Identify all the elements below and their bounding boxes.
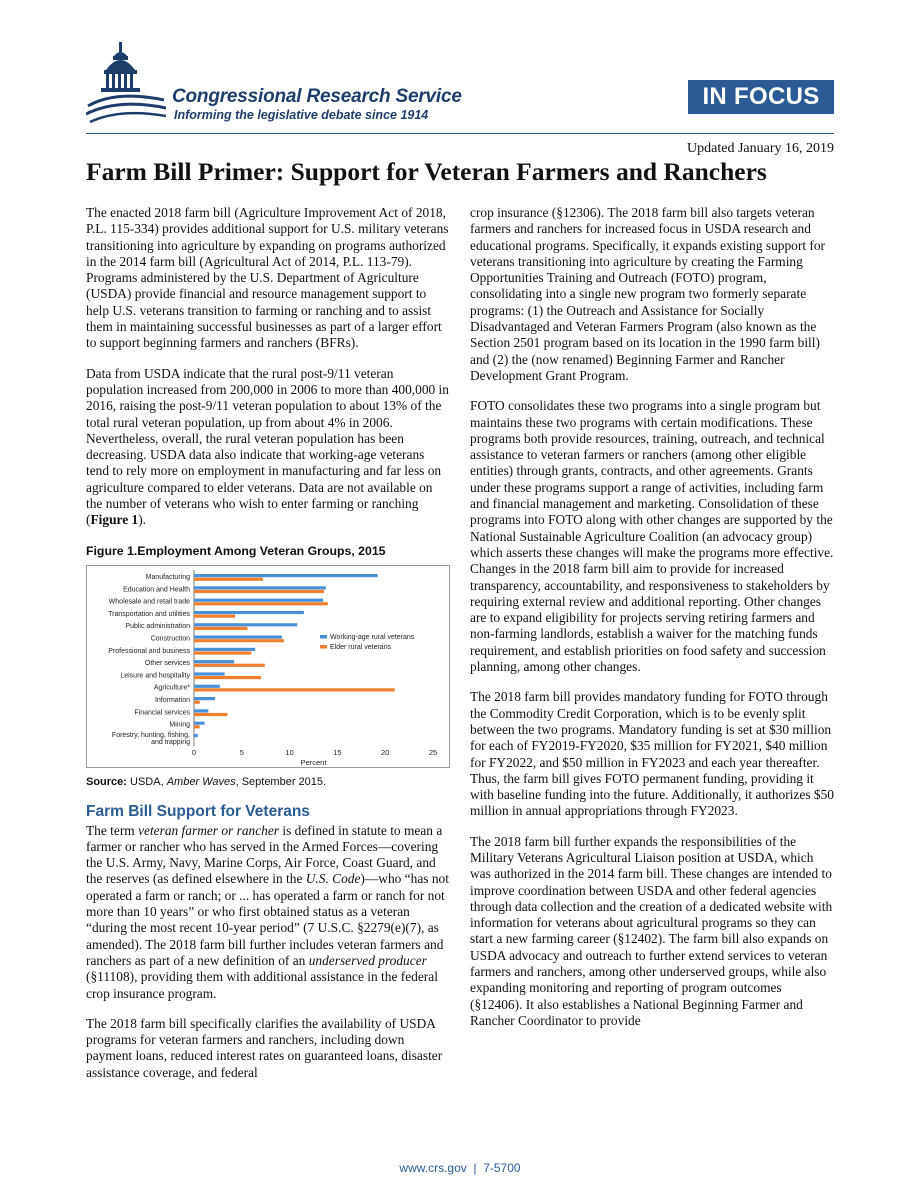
bar-working-age [194, 648, 255, 651]
bar-working-age [194, 574, 378, 577]
bar-elder [194, 688, 395, 691]
bar-working-age [194, 599, 323, 602]
paragraph-text: is defined in statute to mean a farmer or rancher who has served in the Armed Forces—covering the U.S. Army, Navy, Marine Corps, Air Force, Coast Guard, and the reserves (as defined elsewhere in the [86, 822, 443, 887]
category-label: Construction [150, 635, 190, 643]
paragraph-text: ). [138, 512, 147, 528]
x-tick-label: 0 [191, 748, 197, 758]
category-label: Transportation and utilities [108, 610, 190, 618]
category-label: Agriculture* [153, 684, 190, 692]
category-label: Professional and business [108, 647, 190, 655]
category-label: Other services [144, 660, 190, 668]
bar-elder [194, 590, 324, 593]
source-text: , September 2015. [235, 775, 327, 788]
bar-working-age [194, 697, 215, 700]
left-column [86, 205, 450, 1095]
bar-elder [194, 651, 251, 654]
bar-elder [194, 602, 328, 605]
legend-swatch [320, 645, 327, 649]
x-tick-label: 5 [239, 748, 244, 758]
updated-date: Updated January 16, 2019 [687, 141, 834, 156]
bar-elder [194, 725, 200, 728]
bar-working-age [194, 722, 205, 725]
citation: U.S. Code [305, 871, 361, 887]
org-tagline: Informing the legislative debate since 1914 [174, 108, 429, 122]
x-tick-label: 15 [333, 748, 342, 758]
paragraph-text: The term [86, 822, 139, 838]
bar-working-age [194, 586, 326, 589]
bar-working-age [194, 709, 208, 712]
bar-working-age [194, 660, 234, 663]
paragraph-text: Data from USDA indicate that the rural post-9/11 veteran population increased from 200,000 in 2006 to more than 400,000 in 2016, raising the post-9/11 veteran population to about 13% of the total rural veteran population, up from about 4% in 2006. Nevertheless, overall, the rural veteran population has been decreasing. USDA data also indicate that working-age veterans tend to rely more on employment in manufacturing and far less on agriculture compared to elder veterans. Data are not available on the number of veterans who wish to enter farming or ranching ( [86, 365, 449, 528]
category-label: Manufacturing [145, 573, 190, 581]
bar-working-age [194, 672, 225, 675]
bar-working-age [194, 611, 304, 614]
bar-working-age [194, 623, 297, 626]
legend-swatch [320, 635, 327, 639]
figure-caption: Figure 1.Employment Among Veteran Groups, 2015 [86, 543, 386, 558]
page-header [0, 0, 920, 150]
bar-elder [194, 713, 227, 716]
legend-label: Working-age rural veterans [330, 633, 415, 641]
document-title: Farm Bill Primer: Support for Veteran Farmers and Ranchers [86, 157, 767, 186]
defined-term: veteran farmer or rancher [138, 822, 280, 838]
section-heading: Farm Bill Support for Veterans [86, 803, 310, 821]
paragraph: The 2018 farm bill further expands the responsibilities of the Military Veterans Agricultural Liaison position at USDA, which was authorized in the 2014 farm bill. These changes are intended to improve coordination between USDA and other federal agencies through data collection and the creation of a dedicated website with information for veterans about agricultural programs so they can start a new farming career (§12402). The farm bill also expands on USDA advocacy and outreach to further extend services to veteran farmers and ranchers, among other underserved groups, while also expanding monitoring and reporting of program outcomes (§12406). It also establishes a National Beginning Farmer and Rancher Coordinator to provide [470, 833, 833, 1028]
category-label: Public administration [125, 623, 190, 631]
bar-elder [194, 627, 248, 630]
paragraph [86, 366, 450, 529]
paragraph: The enacted 2018 farm bill (Agriculture Improvement Act of 2018, P.L. 115-334) provides additional support for U.S. military veterans transitioning into agriculture by expanding on programs authorized in the 2014 farm bill (Agricultural Act of 2014, P.L. 113-79). Programs administered by the U.S. Department of Agriculture (USDA) provide financial and resource management support to help U.S. veterans transition to farming or ranching and to assist them in maintaining successful businesses as part of a larger effort to support beginning farmers and ranchers (BFRs). [86, 205, 449, 351]
bar-elder [194, 639, 284, 642]
right-column [470, 205, 834, 1043]
x-tick-label: 20 [381, 748, 390, 758]
category-label: Leisure and hospitality [120, 672, 190, 680]
bar-working-age [194, 635, 282, 638]
x-axis-label: Percent [300, 758, 327, 767]
bar-chart [87, 566, 449, 767]
figure-source [86, 774, 450, 790]
page-footer: www.crs.gov | 7-5700 [399, 1161, 521, 1175]
figure-reference: Figure 1 [90, 512, 139, 528]
source-text: USDA, [126, 775, 167, 788]
bar-working-age [194, 685, 220, 688]
paragraph-text: (§11108), providing them with additional assistance in the federal crop insurance program. [86, 969, 438, 1001]
x-tick-label: 10 [285, 748, 294, 758]
paragraph: crop insurance (§12306). The 2018 farm bill also targets veteran farmers and ranchers for increased focus in USDA research and educational programs. Specifically, it expands existing support for veterans transitioning into agriculture by creating the Farming Opportunities Training and Outreach (FOTO) program, consolidating into a single new program two formerly separate programs: (1) the Outreach and Assistance for Socially Disadvantaged and Veteran Farmers Program (also known as the Section 2501 program based on its location in the 1990 farm bill) and (2) the (now renamed) Beginning Farmer and Rancher Development Grant Program. [470, 205, 826, 383]
bar-elder [194, 578, 263, 581]
figure-chart [86, 565, 450, 768]
category-label: Forestry, hunting, fishing, [111, 731, 190, 739]
category-label: and trapping [151, 738, 190, 746]
paragraph: The 2018 farm bill provides mandatory funding for FOTO through the Commodity Credit Corporation, which is to be evenly split between the two programs. Mandatory funding is set at $30 million for each of FY2019-FY2020, $35 million for FY2021, $40 million for FY2022, and $50 million in FY2023 and each year thereafter. Thus, the farm bill gives FOTO permanent funding, providing it with baseline funding into the future. Additionally, it authorizes $50 million in annual appropriations through FY2023. [470, 689, 834, 819]
capitol-dome-icon [86, 40, 166, 130]
source-publication: Amber Waves [166, 775, 236, 788]
category-label: Financial services [134, 709, 190, 717]
header-rule [86, 133, 834, 134]
paragraph: The 2018 farm bill specifically clarifies the availability of USDA programs for veteran farmers and ranchers, including down payment loans, reduced interest rates on guaranteed loans, disaster assistance coverage, and federal [86, 1015, 443, 1080]
bar-elder [194, 676, 261, 679]
in-focus-badge: IN FOCUS [688, 80, 834, 114]
category-label: Wholesale and retail trade [108, 598, 190, 606]
legend-label: Elder rural veterans [330, 643, 392, 651]
defined-term: underserved producer [308, 952, 427, 968]
category-label: Information [154, 696, 190, 704]
bar-elder [194, 614, 235, 617]
source-label: Source: [86, 775, 127, 788]
org-name: Congressional Research Service [172, 86, 462, 107]
paragraph-text: )—who “has not operated a farm or ranch; or ... has operated a farm or ranch for not more than 10 years” or who first obtained status as a veteran “during the most recent 10-year period” (7 U.S.C. §2279(e)(7), as amended). The 2018 farm bill further includes veteran farmers and ranchers as part of a new definition of an [86, 871, 449, 968]
bar-elder [194, 664, 265, 667]
bar-elder [194, 701, 200, 704]
paragraph [86, 823, 450, 1002]
category-label: Mining [169, 721, 190, 729]
bar-working-age [194, 734, 198, 737]
paragraph: FOTO consolidates these two programs into a single program but maintains these two programs with certain modifications. These programs both provide resources, training, outreach, and technical assistance to veteran farmers or ranchers (among other eligible entities) through grants, contracts, and other agreements. Grants under these programs support a range of activities, including farm and financial management and marketing. Consolidation of these programs into FOTO along with other changes are supported by the National Sustainable Agriculture Coalition (an advocacy group) which asserts these changes will make the programs more effective. Changes in the 2018 farm bill aim to provide for increased transparency, accountability, and responsiveness to stakeholders by requiring external review and additional reporting. Other changes are to expand eligibility for projects serving retiring farmers and non-farming landlords, establish a waiver for the matching funds requirement, and establish priorities on food safety and succession planning, among other changes. [470, 398, 834, 675]
x-tick-label: 25 [428, 748, 438, 758]
category-label: Education and Health [123, 586, 190, 594]
